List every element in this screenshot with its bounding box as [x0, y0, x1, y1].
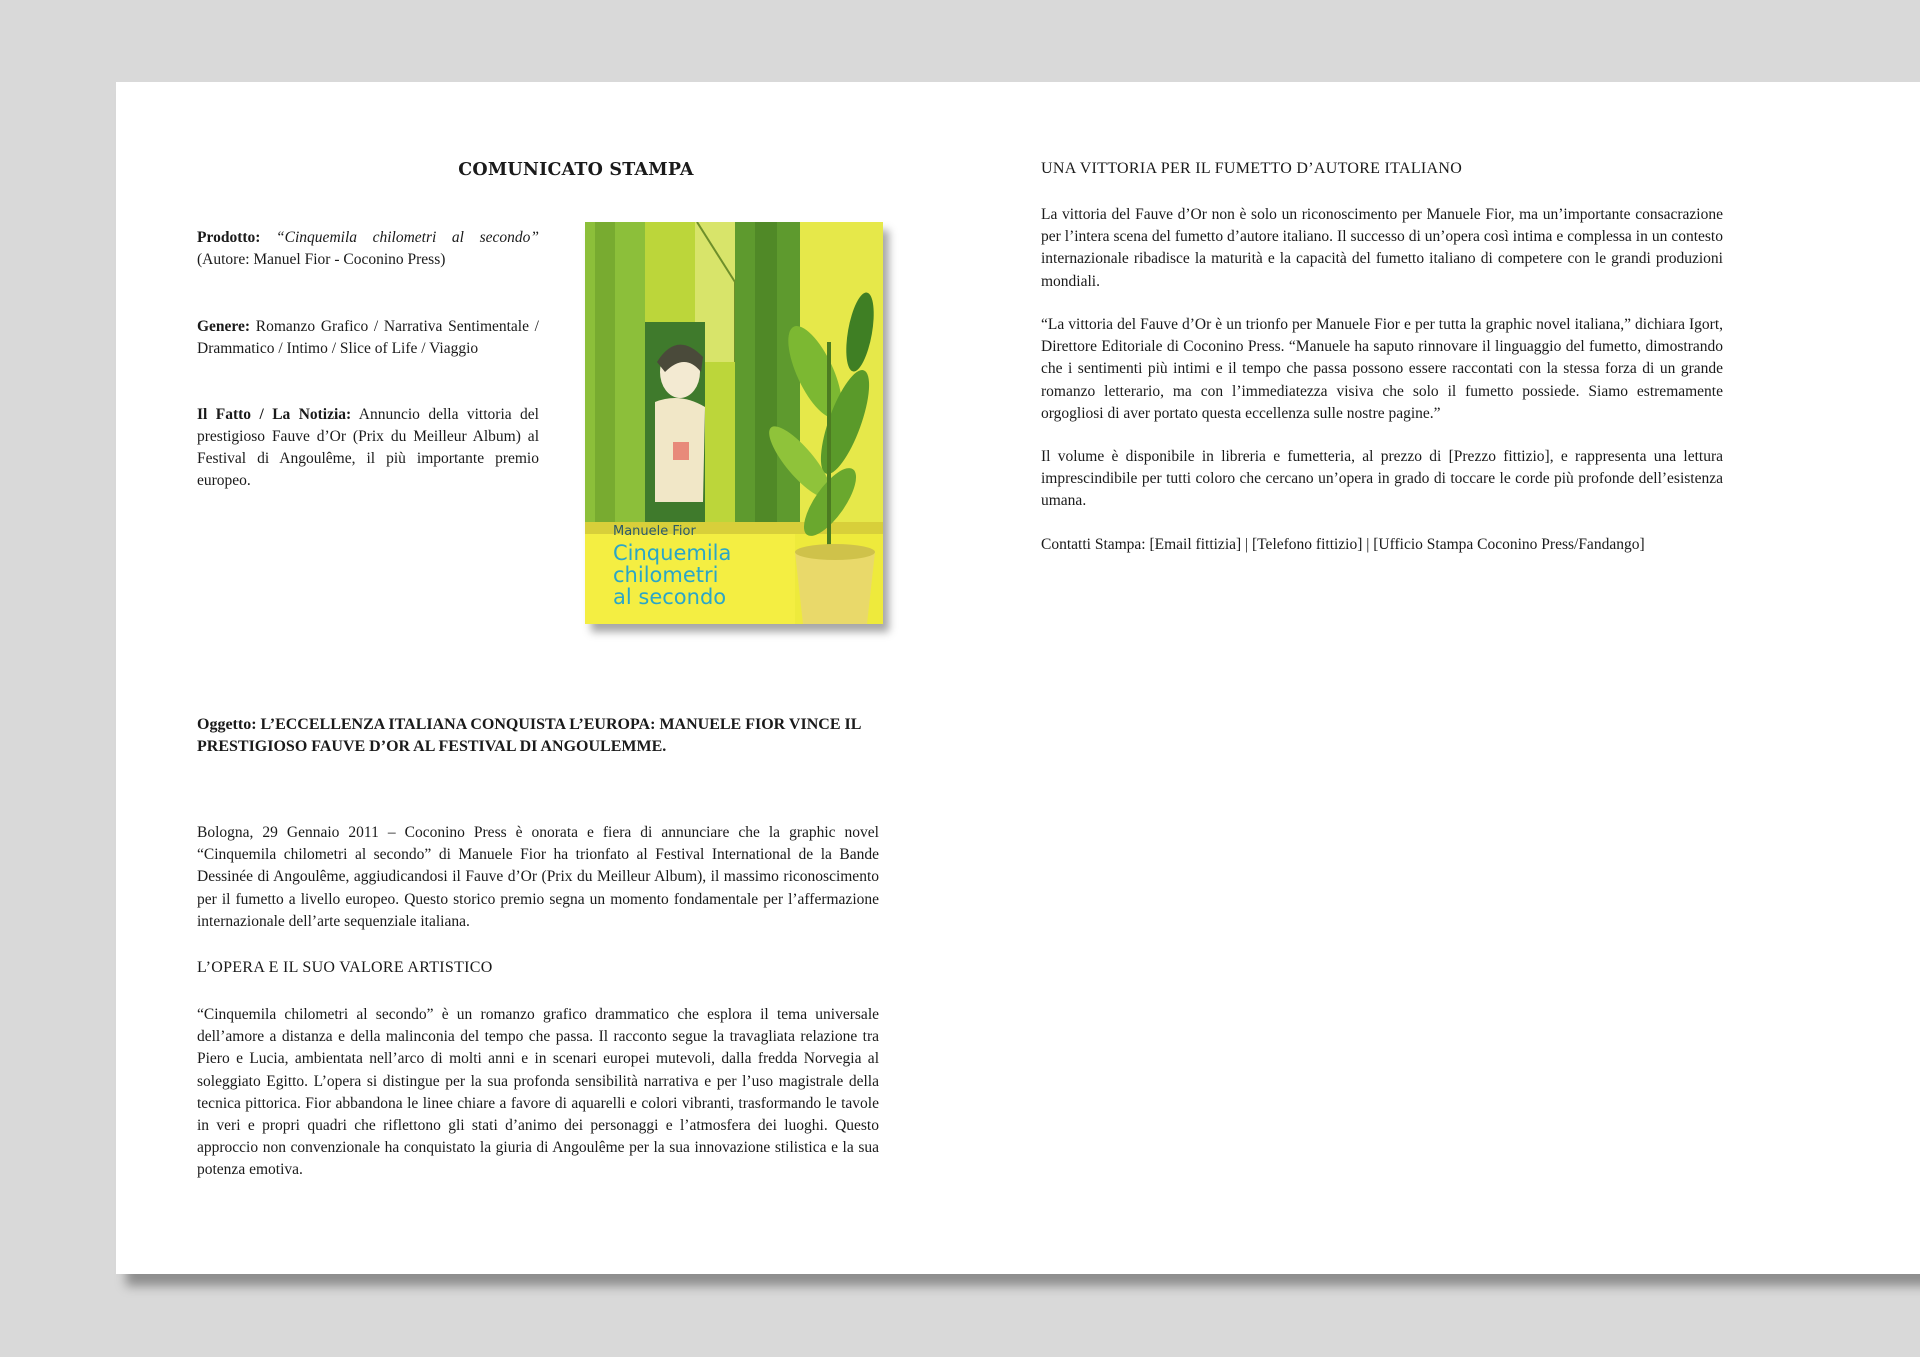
cover-title-line2: chilometri	[613, 563, 719, 587]
genre-info	[197, 316, 539, 360]
cover-title-line3: al secondo	[613, 585, 727, 609]
subject-label: Oggetto:	[197, 716, 257, 733]
genre-label: Genere:	[197, 318, 251, 335]
news-info	[197, 404, 539, 492]
intro-paragraph: Bologna, 29 Gennaio 2011 – Coconino Press è onorata e fiera di annunciare che la graphic novel “Cinquemila chilometri al secondo” di Manuele Fior ha trionfato al Festival International de la Bande Dessinée di Angoulême, aggiudicandosi il Fauve d’Or (Prix du Meilleur Album), il massimo riconoscimento per il fumetto a livello europeo. Questo storico premio segna un momento fondamentale per l’affermazione internazionale dell’arte sequenziale italiana.	[197, 824, 879, 930]
artistic-value-paragraph: “Cinquemila chilometri al secondo” è un romanzo grafico drammatico che esplora il tema universale dell’amore a distanza e della malinconia del tempo che passa. Il racconto segue la travagliata relazione tra Piero e Lucia, ambientata nell’arco di molti anni e in scenari europei mutevoli, dalla fredda Norvegia al soleggiato Egitto. L’opera si distingue per la sua profonda sensibilità narrativa e per l’uso magistrale della tecnica pittorica. Fior abbandona le linee chiare a favore di aquarelli e colori vibranti, trasformando le tavole in veri e propri quadri che riflettono gli stati d’animo dei personaggi e l’atmosfera dei luoghi. Questo approccio non convenzionale ha conquistato la giuria di Angoulême per la sua innovazione stilistica e la sua potenza emotiva.	[197, 1006, 879, 1179]
subject-text: L’ECCELLENZA ITALIANA CONQUISTA L’EUROPA: MANUELE FIOR VINCE IL PRESTIGIOSO FAUVE D’OR AL FESTIVAL DI ANGOULEMME.	[197, 716, 861, 755]
page-title: COMUNICATO STAMPA	[458, 160, 694, 180]
availability-paragraph: Il volume è disponibile in libreria e fumetteria, al prezzo di [Prezzo fittizio], e rappresenta una lettura imprescindibile per tutti coloro che cercano un’opera in grado di toccare le corde più profonde dell’esistenza umana.	[1041, 448, 1723, 510]
quote-paragraph: “La vittoria del Fauve d’Or è un trionfo per Manuele Fior e per tutta la graphic novel italiana,” dichiara Igort, Direttore Editoriale di Coconino Press. “Manuele ha saputo rinnovare il linguaggio del fumetto, dimostrando che i sentimenti più intimi e il tempo che passa possono essere raccontati con la stessa forza di un grande romanzo letterario, ma con l’immediatezza visiva che solo il fumetto possiede. Siamo estremamente orgogliosi di aver portato questa eccellenza sulle nostre pagine.”	[1041, 316, 1723, 422]
product-title: “Cinquemila chilometri al secondo”	[276, 229, 539, 246]
book-cover	[585, 222, 883, 624]
cover-title-line1: Cinquemila	[613, 541, 732, 565]
product-label: Prodotto:	[197, 229, 261, 246]
product-info	[197, 227, 539, 271]
cover-title	[613, 542, 731, 608]
news-text: Annuncio della vittoria del prestigioso Fauve d’Or (Prix du Meilleur Album) al Festival di Angoulême, il più importante premio europeo.	[197, 406, 539, 489]
subject-line	[197, 714, 879, 758]
victory-paragraph: La vittoria del Fauve d’Or non è solo un riconoscimento per Manuele Fior, ma un’importante consacrazione per l’intera scena del fumetto d’autore italiano. Il successo di un’opera così intima e complessa in un contesto internazionale ribadisce la maturità e la capacità del fumetto italiano di competere con le grandi produzioni mondiali.	[1041, 206, 1723, 290]
press-release-sheet	[116, 82, 1920, 1274]
section-heading-victory: UNA VITTORIA PER IL FUMETTO D’AUTORE ITALIANO	[1041, 160, 1463, 177]
cover-author: Manuele Fior	[613, 524, 696, 539]
genre-text: Romanzo Grafico / Narrativa Sentimentale / Drammatico / Intimo / Slice of Life / Viaggio	[197, 318, 539, 357]
section-heading-artistic-value: L’OPERA E IL SUO VALORE ARTISTICO	[197, 959, 493, 976]
press-contacts: Contatti Stampa: [Email fittizia] | [Telefono fittizio] | [Ufficio Stampa Coconino Press/Fandango]	[1041, 536, 1645, 553]
product-details: (Autore: Manuel Fior - Coconino Press)	[197, 251, 446, 268]
news-label: Il Fatto / La Notizia:	[197, 406, 352, 423]
